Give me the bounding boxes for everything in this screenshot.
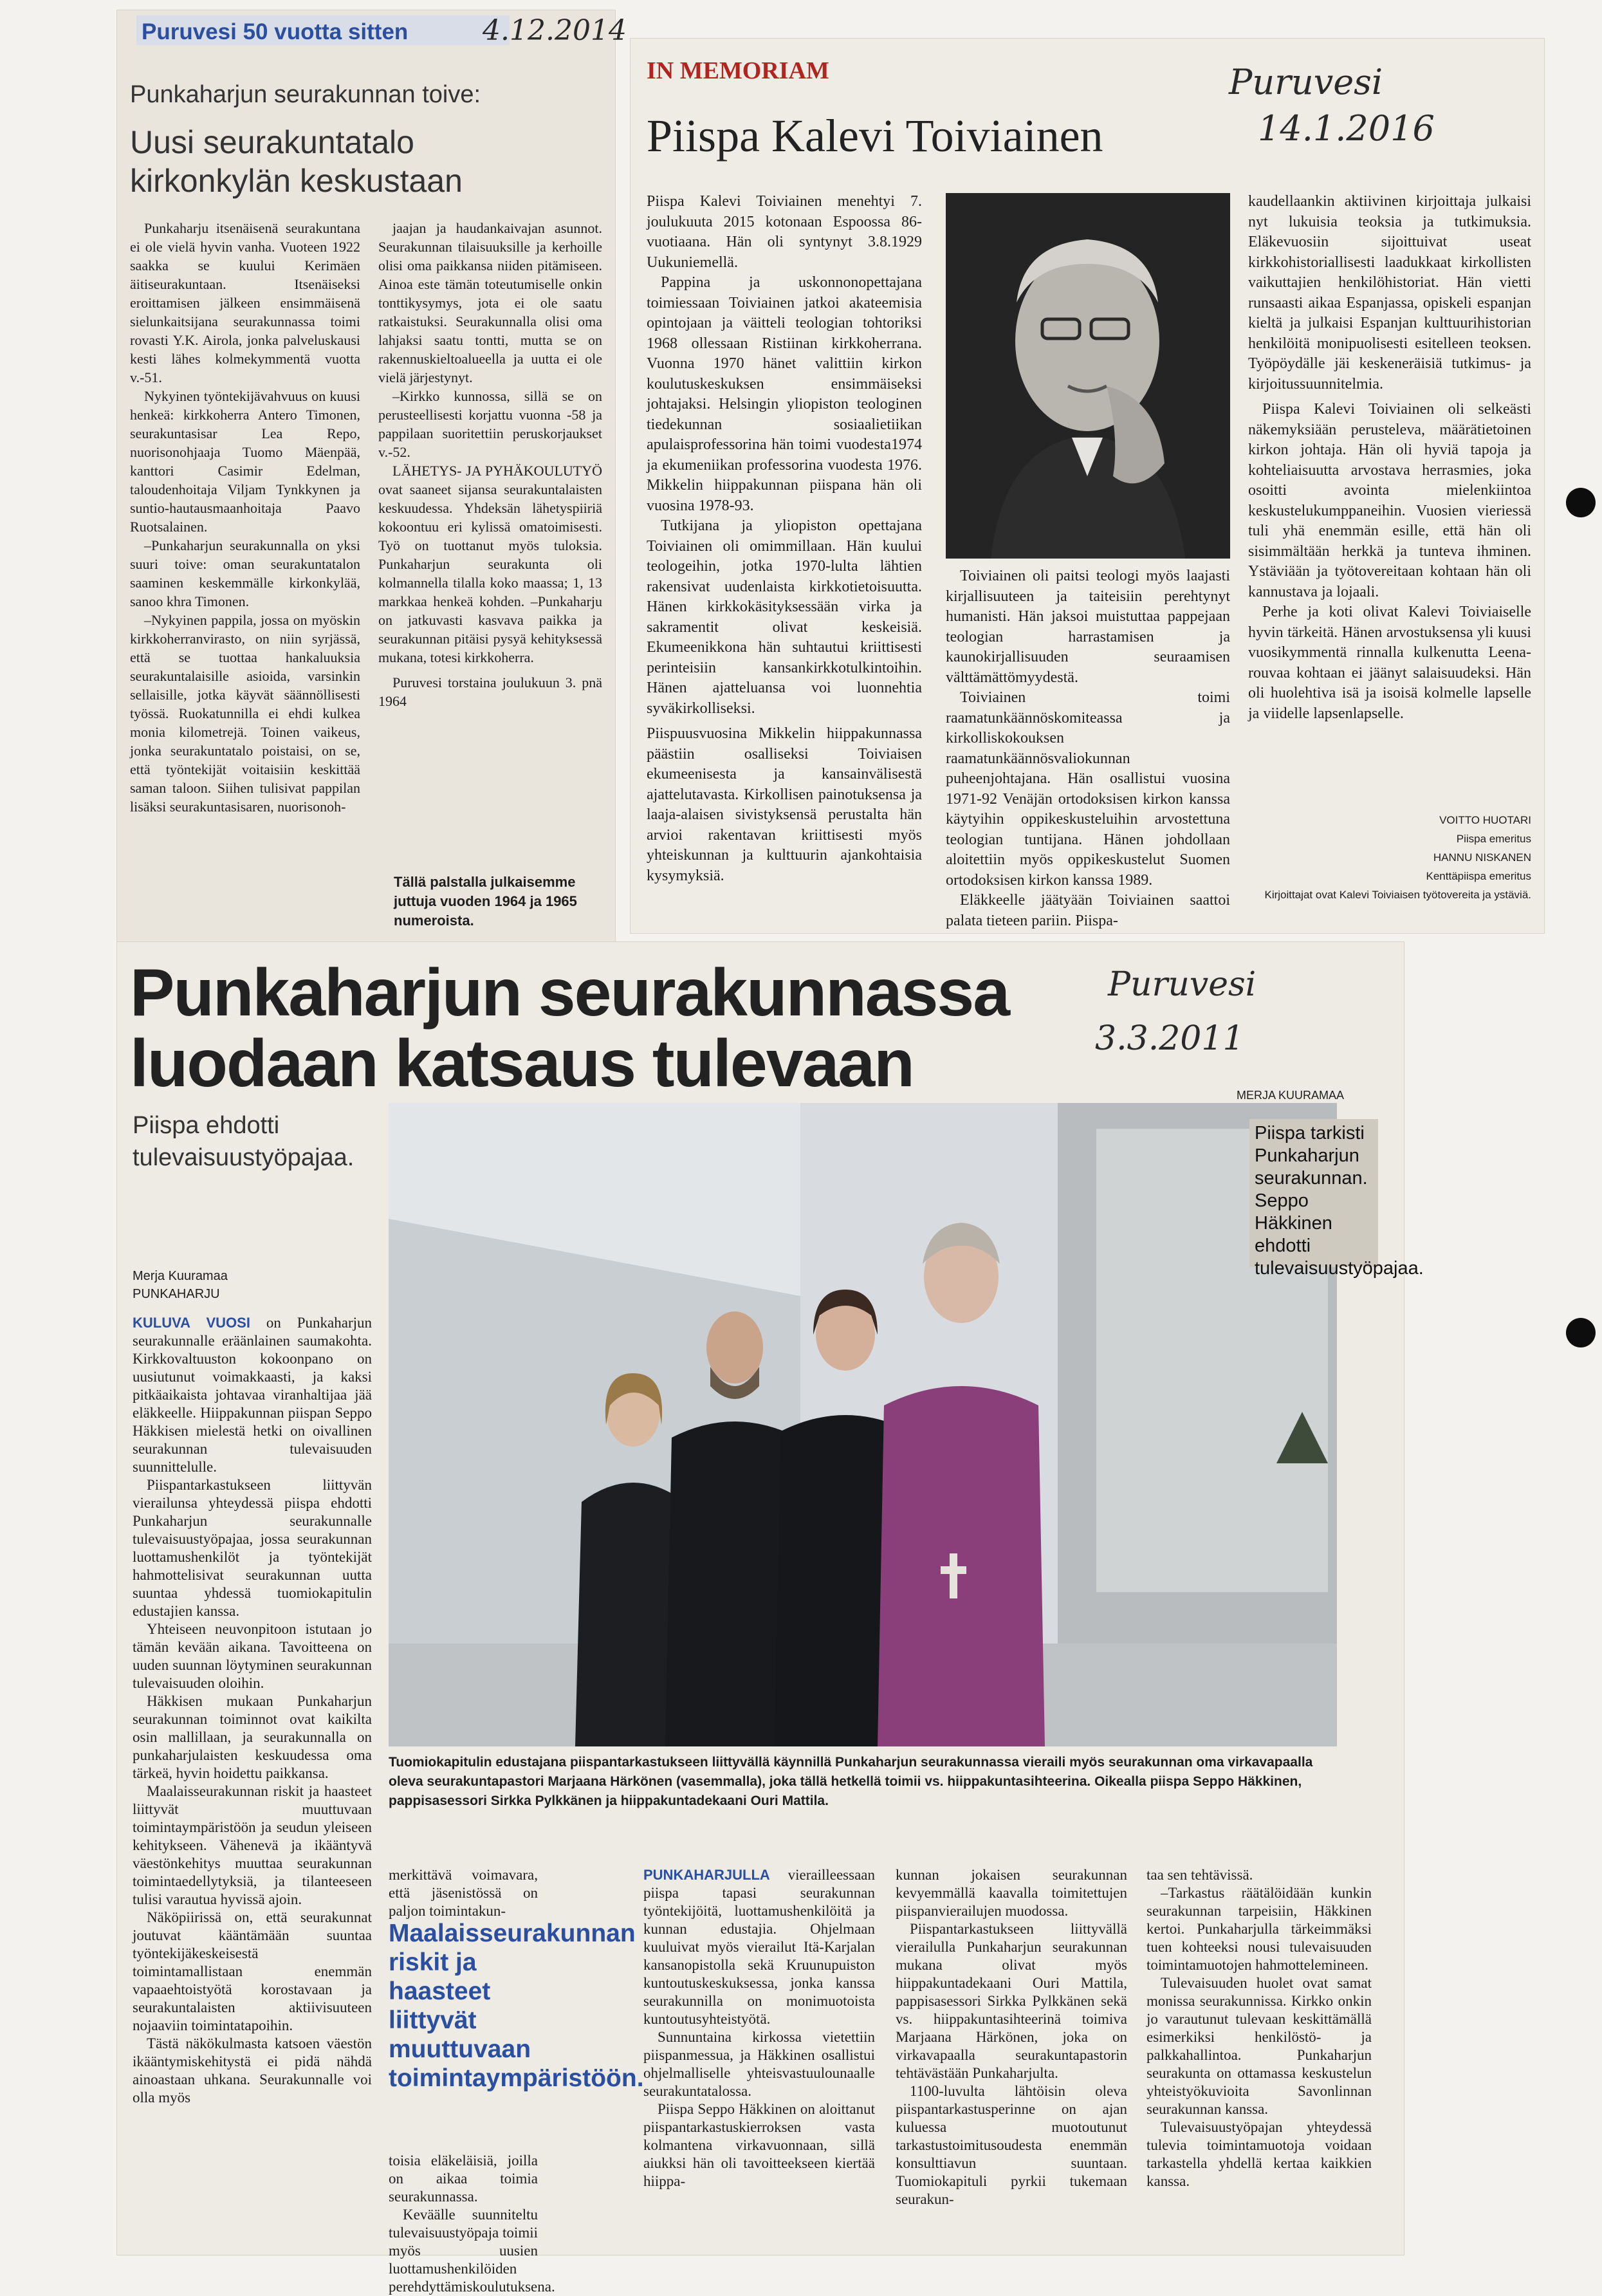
paragraph: Piispa Kalevi Toiviainen oli selkeästi näkemyksiään perusteleva, määrätietoinen kirkon johtaja. Hän oli hyviä tapoja ja kohteliaisuutta arvostava herrasmies, joka osoitti avointa mielenkiintoa keskustelukumppaneihin. Vuosien vieriessä tuli yhä enemmän esille, että hän oli sisimmältään herkkä ja tunteva ihminen. Ystäviään ja työtovereitaan kohtaan hän oli kannustava ja lojaali. xyxy=(1248,401,1531,600)
paragraph: –Kirkko kunnossa, sillä se on perusteellisesti korjattu vuonna -58 ja pappilaan suoritettiin peruskorjaukset v.-52. xyxy=(378,388,602,460)
paragraph: Tulevaisuuden huolet ovat samat monissa seurakunnissa. Kirkko onkin jo varautunut tulevaan keskittämällä esimerkiksi henkilöstö- ja palkkahallintoa. Punkaharjun seurakunta on ottamassa keskustelun yhteistyökuvioita Savonlinnan seurakunnan kanssa. xyxy=(1146,1975,1372,2117)
paragraph: Maalaisseurakunnan riskit ja haasteet liittyvät muuttuvaan toimintaympäristöön ja seudun yleiseen kehitykseen. Vähenevä ja ikääntyvä väestönkehitys muuttaa seurakunnan toimintaedellytyksiä, ja tilanteeseen tulisi varautua hyvissä ajoin. xyxy=(133,1783,372,1907)
paragraph: Eläkkeelle jäätyään Toiviainen saattoi palata tieteen pariin. Piispa- xyxy=(946,892,1230,929)
handwritten-date: 4.12.2014 xyxy=(483,14,627,47)
dateline: Puruvesi torstaina joulukuun 3. pnä 1964 xyxy=(378,674,602,709)
headline-line-1: Punkaharjun seurakunnassa xyxy=(130,956,1009,1030)
headline-line-1: Uusi seurakuntatalo xyxy=(130,124,414,160)
future-col-2-bottom xyxy=(389,2152,555,2296)
portrait-photo xyxy=(946,193,1230,559)
author-1-title: Piispa emeritus xyxy=(1456,833,1531,845)
author: Merja Kuuramaa xyxy=(133,1269,228,1283)
headline: Piispa Kalevi Toiviainen xyxy=(647,110,1103,162)
handwritten-date: 3.3.2011 xyxy=(1095,1019,1244,1058)
paragraph: Tulevaisuustyöpajan yhteydessä tulevia toimintamuotoja voidaan tarkastella yhdellä kertaa kaikkien kanssa. xyxy=(1146,2119,1372,2189)
author-2-title: Kenttäpiispa emeritus xyxy=(1426,870,1531,882)
paragraph: Perhe ja koti olivat Kalevi Toiviaiselle hyvin tärkeitä. Hänen arvostuksensa yli kuusi vuosikymmentä rinnalla kulkenutta Leena-rouvaa kohtaan ei jäänyt salaisuudeksi. Hän oli huolehtiva isä ja isoisä kolmelle lapselle ja viidelle lapsenlapselle. xyxy=(1248,604,1531,722)
paragraph: taa sen tehtävissä. xyxy=(1146,1867,1253,1883)
handwritten-date: 14.1.2016 xyxy=(1258,108,1435,149)
handwritten-source: Puruvesi xyxy=(1108,965,1257,1004)
place: PUNKAHARJU xyxy=(133,1287,220,1301)
rubric: IN MEMORIAM xyxy=(647,57,829,84)
clip1-left-column xyxy=(130,219,360,816)
future-col-3 xyxy=(643,1866,875,2190)
group-photo xyxy=(389,1103,1337,1746)
paragraph: jaajan ja haudankaivajan asunnot. Seurakunnan tilaisuuksille ja kerhoille olisi oma paikkansa niiden pitämiseen. Ainoa este tämän toteutumiselle onkin tonttikysymys, jota ei ole saatu ratkaistuksi. Seurakunnalla olisi oma lahjaksi saatu tontti, mutta se on rakennuskieltoalueella ja uutta ei ole vielä järjestynyt. xyxy=(378,220,602,385)
clipping-50-years-ago xyxy=(117,10,627,943)
memoriam-col-3 xyxy=(1248,192,1531,724)
paragraph xyxy=(133,1314,372,1476)
paragraph: –Nykyinen pappila, jossa on myöskin kirkkoherranvirasto, on niin syrjässä, että se tuottaa hankaluuksia seurakuntalaisille asioida, varsinkin sellaisille, jotka käyvät säännöllisesti työssä. Ruokatunnilla ei ehdi kulkea monia kilometrejä. Toinen vaikeus, jonka seurakuntatalo poistaisi, on se, että työntekijät voitaisiin keskittää saman taloon. Siihen tulisivat pappilan lisäksi seurakuntasisaren, nuorisonoh- xyxy=(130,612,360,815)
lead-paragraph: on Punkaharjun seurakunnalle eräänlainen saumakohta. Kirkkovaltuuston kokoonpano on uusiutunut voimakkaasti, ja kaksi pitkäaikaista johtavaa viranhaltijaa jää eläkkeelle. Hiippakunnan piispan Seppo Häkkisen mielestä hetki on oivallinen seurakunnan tulevaisuuden suunnittelulle. xyxy=(133,1315,372,1475)
paragraph: Piispantarkastukseen liittyvällä vierailulla Punkaharjun seurakunnan mukana olivat myös hiippakuntadekaani Ouri Mattila, pappisasessori Sirkka Pylkkänen sekä vs. hiippakuntasihteerinä toimiva Marjaana Härkönen, joka on virkavapaalla seurakuntapastorin tehtävästään Punkaharjulta. xyxy=(896,1921,1127,2081)
paragraph: LÄHETYS- JA PYHÄKOULUTYÖ ovat saaneet sijansa seurakuntalaisten keskuudessa. Yhdeksän lähetyspiiriä kokoontuu eri kylissä omatoimisesti. Työ on tuottanut myös tuloksia. Punkaharjun seurakunta oli kolmannella tilalla koko maassa; 1, 13 markkaa henkeä kohden. –Punkaharju on jatkuvasti kasvava paikka ja seurakunnan pitäisi pysyä kehityksessä mukana, totesi kirkkoherra. xyxy=(378,463,602,665)
handwritten-source: Puruvesi xyxy=(1229,62,1383,102)
author-1: VOITTO HUOTARI xyxy=(1439,814,1531,826)
kicker: Punkaharjun seurakunnan toive: xyxy=(130,81,481,108)
paragraph: Tutkijana ja yliopiston opettajana Toiviainen oli omimmillaan. Hän kuului teologeihin, jotka 1970-lulta lähtien rakensivat uudenlaista kirkkotietoisuutta. Hänen kirkkokäsityksessään virka ja sakramentit olivat keskeisiä. Ekumeenikkona hän suhtautui kriittisesti perinteisiin kansankirkkotulkintoihin. Hänen ajatteluansa voi luonnehtia syväkirkolliseksi. xyxy=(647,517,922,717)
paragraph: Yhteiseen neuvonpitoon istutaan jo tämän kevään aikana. Tavoitteena on uuden suunnan löytyminen seurakunnan tulevaisuuden oloihin. xyxy=(133,1621,372,1691)
paragraph: Keväälle suunniteltu tulevaisuustyöpaja toimii myös uusien luottamushenkilöiden perehdyttämiskoulutuksena. xyxy=(389,2207,555,2295)
paragraph: Nykyinen työntekijävahvuus on kuusi henkeä: kirkkoherra Antero Timonen, seurakuntasisar Lea Repo, nuorisonohjaaja Tuomo Mäenpää, kanttori Casimir Edelman, taloudenhoitaja Viljam Tynkkynen ja suntio-hautausmaanhoitaja Paavo Ruotsalainen. xyxy=(130,388,360,535)
paragraph: Piispuusvuosina Mikkelin hiippakunnassa päästiin osalliseksi Toiviaisen ekumeenisesta ja kansainvälisestä ajattelutavasta. Kirkollisen painotuksensa ja laaja-alaisen sivistyksensä perustalta hän arvioi rakentavan kriittisesti myös yhteiskunnan ja kulttuurin ajankohtaisia kysymyksiä. xyxy=(647,725,922,884)
paragraph: –Punkaharjun seurakunnalla on yksi suuri toive: oman seurakuntatalon saaminen keskemmälle kirkonkylää, sanoo khra Timonen. xyxy=(130,537,360,609)
lead-paragraph: vierailleessaan piispa tapasi seurakunnan työntekijöitä, luottamushenkilöitä ja kunnan edustajia. Ohjelmaan kuuluivat myös vierailut Itä-Karjalan kansanopistolla sekä Kruunupuiston kuntoutuskeskuksessa, jonka kanssa seurakunnilla on monimuotoista kuntoutusyhteistyötä. xyxy=(643,1867,875,2027)
headline-line-2: kirkonkylän keskustaan xyxy=(130,163,463,199)
lead-in: PUNKAHARJULLA xyxy=(643,1867,770,1883)
paragraph: Toiviainen oli paitsi teologi myös laajasti kirjallisuuteen ja taiteisiin perehtynyt humanisti. Hän jaksoi muistuttaa pappejaan teologian harrastamisen ja kaunokirjallisuuden seuraamisen välttämättömyydestä. xyxy=(946,568,1230,686)
paragraph: Piispa Kalevi Toiviainen menehtyi 7. joulukuuta 2015 kotonaan Espoossa 86-vuotiaana. Hän oli syntynyt 3.8.1929 Uukuniemellä. xyxy=(647,193,922,271)
pull-quote: Maalaisseurakunnan riskit ja haasteet liittyvät muuttuvaan toimintaympäristöön. xyxy=(389,1920,644,2092)
paragraph: –Tarkastus räätälöidään kunkin seurakunnan tarpeisiin, Häkkinen kertoi. Punkaharjulla tärkeimmäksi tuen kohteeksi nousi tulevaisuuden toimintamuotojen hahmottelemineen. xyxy=(1146,1885,1372,1973)
clipping-future-review xyxy=(117,942,1424,2295)
paragraph: Häkkisen mukaan Punkaharjun seurakunnan toiminnot ovat kaikilta osin mallillaan, ja seurakunnalla on punkaharjulaisten keskuudessa oma tärkeä, hyvin hoidettu paikkansa. xyxy=(133,1693,372,1781)
future-left-column xyxy=(133,1314,372,2107)
future-col-4 xyxy=(896,1866,1127,2208)
lead-in: KULUVA VUOSI xyxy=(133,1315,250,1331)
paragraph: 1100-luvulta lähtöisin oleva piispantarkastusperinne on ajan kuluessa muotoutunut tarkastustoimitusoudesta enemmän konsulttiavun suuntaan. Tuomiokapituli pyrkii tukemaan seurakun- xyxy=(896,2083,1127,2207)
paragraph: kunnan jokaisen seurakunnan kevyemmällä kaavalla toimitettujen piispanvierailujen muodossa. xyxy=(896,1867,1127,1919)
punch-hole-icon xyxy=(1566,1318,1596,1347)
paragraph: Pappina ja uskonnonopettajana toimiessaan Toiviainen jatkoi akateemisia opintojaan ja väitteli teologian tohtoriksi 1968 ollessaan Ristiinan kirkkoherrana. Vuonna 1970 hänet valittiin kirkon koulutuskeskuksen ensimmäiseksi johtajaksi. Helsingin yliopiston teologinen tiedekunnan sosiaalietiikan apulaisprofessorina hän toimi vuodesta1974 ja ekumeniikan professorina vuodesta 1976. Mikkelin hiippakunnan piispana hän oli vuosina 1978-93. xyxy=(647,274,922,514)
paragraph: Piispa Seppo Häkkinen on aloittanut piispantarkastuskierroksen vasta kolmantena virkavuonnaan, sillä aiukksi hän oli tavoitteekseen kiertää hiippa- xyxy=(643,2101,875,2189)
paragraph: Näköpiirissä on, että seurakunnat joutuvat kääntämään suuntaa työntekijäkeskeisestä toimintamallistaan enemmän vapaaehtoistyötä korostavaan ja seurakuntalaisten aktiivisuuteen nojaaviin toimintatapoihin. xyxy=(133,1909,372,2033)
sidebox-text: Piispa tarkisti Punkaharjun seurakunnan. Seppo Häkkinen ehdotti tulevaisuustyöpajaa. xyxy=(1255,1123,1424,1279)
memoriam-col-2 xyxy=(946,566,1230,931)
memoriam-col-1 xyxy=(647,192,922,886)
author-2: HANNU NISKANEN xyxy=(1433,851,1531,864)
signature-block xyxy=(1248,811,1531,904)
paragraph: Sunnuntaina kirkossa vietettiin piispanmessua, ja Häkkinen osallistui ohjelmalliselle yhteisvastuulounaalle seurakuntatalossa. xyxy=(643,2029,875,2099)
footnote: Tällä palstalla julkaisemme juttuja vuoden 1964 ja 1965 numeroista. xyxy=(394,874,577,929)
paragraph: kaudellaankin aktiivinen kirjoittaja julkaisi nyt lukuisia teoksia ja tutkimuksia. Eläkevuosiin sijoittuivat useat kirkkohistoriallisesti laadukkaat kirkollisten vaikuttajien henkilöhistoriat. Hän vietti runsaasti aikaa Espanjassa, opiskeli espanjan kieltä ja julkaisi Espanjan kulttuurihistorian henkilöitä monipuolisesti esitelleen teoksen. Työpöydälle jäi keskeneräisiä tutkimus- ja kirjoitussuunnitelmia. xyxy=(1248,193,1531,393)
paragraph xyxy=(643,1866,875,2028)
clip1-right-column xyxy=(378,219,602,710)
headline-line-2: luodaan katsaus tulevaan xyxy=(130,1026,914,1101)
authors-note: Kirjoittajat ovat Kalevi Toiviaisen työtovereita ja ystäviä. xyxy=(1264,889,1531,901)
paragraph: merkittävä voimavara, että jäsenistössä on paljon toimintakun- xyxy=(389,1867,538,1919)
punch-hole-icon xyxy=(1566,488,1596,517)
photo-caption: Tuomiokapitulin edustajana piispantarkastukseen liittyvällä käynnillä Punkaharjun seurakunnassa vieraili myös seurakunnan oma virkavapaalla oleva seurakuntapastori Marjaana Härkönen (vasemmalla), joka tällä hetkellä toimii vs. hiippakuntasihteerina. Oikealla piispa Seppo Häkkinen, pappisasessori Sirkka Pylkkänen ja hiippakuntadekaani Ouri Mattila. xyxy=(389,1755,1313,1808)
clipping-in-memoriam xyxy=(631,39,1544,933)
deck: Piispa ehdotti tulevaisuustyöpajaa. xyxy=(133,1112,354,1171)
banner-text: Puruvesi 50 vuotta sitten xyxy=(142,19,409,44)
paragraph: Tästä näkökulmasta katsoen väestön ikääntymiskehitystä ei pidä nähdä ainoastaan uhkana. Seurakunnalle voi olla myös xyxy=(133,2035,372,2106)
paragraph: Piispantarkastukseen liittyvän vierailunsa yhteydessä piispa ehdotti Punkaharjun seurakunnalle tulevaisuustyöpajaa, jossa seurakunnan luottamushenkilöt ja työntekijät hahmottelisivat seurakunnan uutta suuntaa yhdessä tuomiokapitulin edustajien kanssa. xyxy=(133,1477,372,1619)
paragraph: toisia eläkeläisiä, joilla on aikaa toimia seurakunnassa. xyxy=(389,2152,538,2205)
future-col-5 xyxy=(1146,1866,1372,2190)
paragraph: Punkaharju itsenäisenä seurakuntana ei ole vielä hyvin vanha. Vuoteen 1922 saakka se kuului Kerimäen äitiseurakuntaan. Itsenäiseksi eroittamisen jälkeen ensimmäisenä sielunkaitsijana seurakunnassa toimi rovasti Y.K. Airola, jonka palveluskausi kesti lähes kolmekymmentä vuotta v.-51. xyxy=(130,220,360,385)
future-col-2 xyxy=(389,1866,538,1920)
photographer: MERJA KUURAMAA xyxy=(1237,1089,1345,1102)
paragraph: Toiviainen toimi raamatunkäännöskomiteassa ja kirkolliskokouksen raamatunkäännösvaliokunnan puheenjohtajana. Hän osallistui vuosina 1971-92 Venäjän ortodoksisen kirkon kanssa käytyihin oppikeskusteluihin arvostettuna teologian tuntijana. Hänen johdollaan aloitettiin myös oppikeskustelut Suomen ortodoksisen kirkon kanssa 1989. xyxy=(946,689,1230,889)
